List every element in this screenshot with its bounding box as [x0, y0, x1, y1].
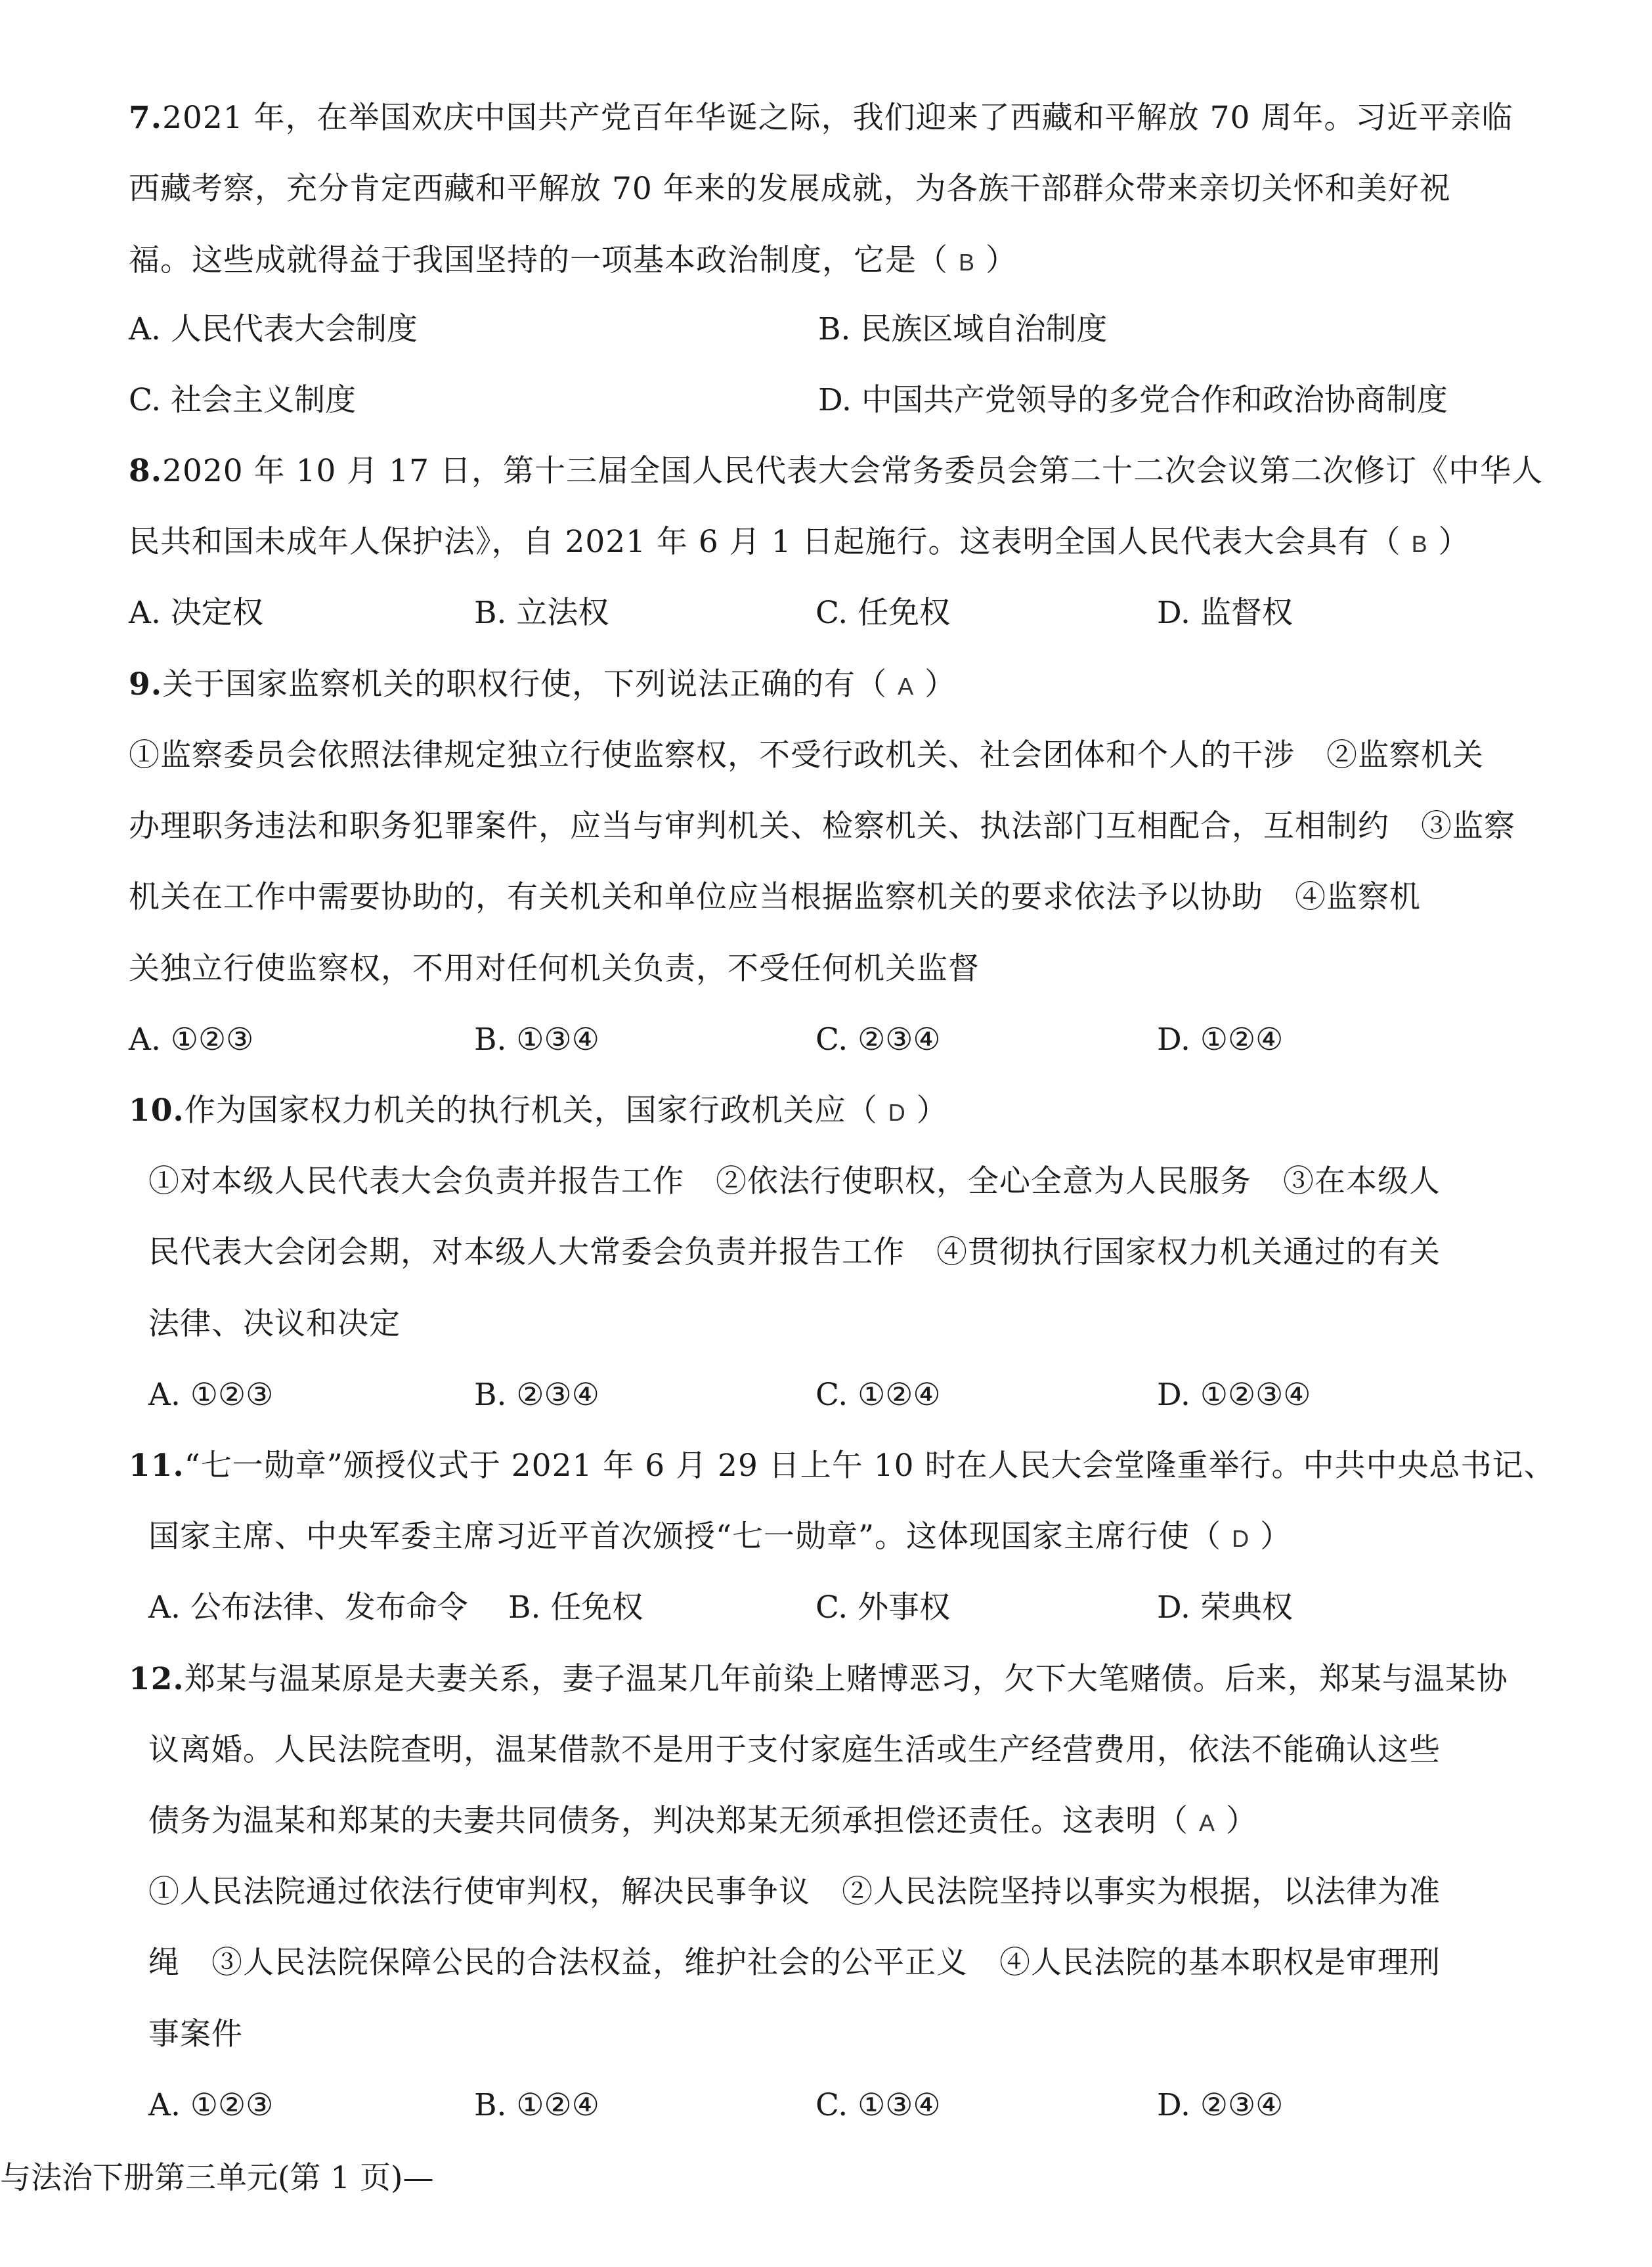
- answer-mark: B: [959, 249, 976, 276]
- question-number: 9.: [129, 666, 163, 702]
- question-number: 10.: [129, 1092, 185, 1129]
- q10-option-c: C. ①②④: [815, 1377, 941, 1413]
- q8-option-b: B. 立法权: [474, 595, 609, 631]
- q12-item-line-2: 绳 ③人民法院保障公民的合法权益，维护社会的公平正义 ④人民法院的基本职权是审理刑: [148, 1945, 1441, 1981]
- q7-line-1: 7.2021 年，在举国欢庆中国共产党百年华诞之际，我们迎来了西藏和平解放 70 周年。习近平亲临: [129, 100, 1513, 136]
- q7-option-c: C. 社会主义制度: [129, 382, 357, 418]
- q11-option-c: C. 外事权: [815, 1589, 951, 1626]
- q11-option-d: D. 荣典权: [1157, 1589, 1293, 1626]
- q10-line-1: 10.作为国家权力机关的执行机关，国家行政机关应（ D ）: [129, 1091, 1527, 1133]
- q8-option-a: A. 决定权: [129, 595, 263, 631]
- q12-item-line-1: ①人民法院通过依法行使审判权，解决民事争议 ②人民法院坚持以事实为根据，以法律为准: [148, 1874, 1441, 1910]
- q9-item-line-3: 机关在工作中需要协助的，有关机关和单位应当根据监察机关的要求依法予以协助 ④监察机: [129, 879, 1421, 915]
- q11-option-b: B. 任免权: [508, 1589, 643, 1626]
- question-number: 12.: [129, 1661, 185, 1697]
- q11-line-1: 11.“七一勋章”颁授仪式于 2021 年 6 月 29 日上午 10 时在人民大会堂隆重举行。中共中央总书记、: [129, 1448, 1555, 1484]
- q10-item-line-2: 民代表大会闭会期，对本级人大常委会负责并报告工作 ④贯彻执行国家权力机关通过的有关: [148, 1234, 1441, 1270]
- q8-option-d: D. 监督权: [1157, 595, 1293, 631]
- q12-option-a: A. ①②③: [148, 2087, 274, 2123]
- answer-mark: A: [1199, 1809, 1216, 1836]
- q7-option-d: D. 中国共产党领导的多党合作和政治协商制度: [818, 382, 1448, 418]
- q9-line-1: 9.关于国家监察机关的职权行使，下列说法正确的有（ A ）: [129, 665, 1527, 706]
- q12-option-b: B. ①②④: [474, 2087, 599, 2123]
- q11-option-a: A. 公布法律、发布命令: [148, 1589, 468, 1626]
- q9-option-a: A. ①②③: [129, 1022, 254, 1058]
- q9-option-c: C. ②③④: [815, 1022, 941, 1058]
- q9-item-line-2: 办理职务违法和职务犯罪案件，应当与审判机关、检察机关、执法部门互相配合，互相制约 ③监察: [129, 808, 1515, 844]
- q7-line-3: 福。这些成就得益于我国坚持的一项基本政治制度，它是（ B ）: [129, 241, 1527, 282]
- q11-line-2: 国家主席、中央军委主席习近平首次颁授“七一勋章”。这体现国家主席行使（ D ）: [148, 1517, 1547, 1559]
- question-number: 8.: [129, 453, 163, 489]
- answer-mark: D: [1232, 1525, 1250, 1552]
- q12-item-line-3: 事案件: [148, 2016, 243, 2052]
- question-number: 11.: [129, 1448, 185, 1484]
- answer-mark: A: [898, 673, 915, 700]
- q9-item-line-4: 关独立行使监察权，不用对任何机关负责，不受任何机关监督: [129, 951, 980, 987]
- q7-line-2: 西藏考察，充分肯定西藏和平解放 70 年来的发展成就，为各族干部群众带来亲切关怀和美好祝: [129, 171, 1451, 207]
- q7-option-b: B. 民族区域自治制度: [818, 311, 1108, 347]
- q8-line-1: 8.2020 年 10 月 17 日，第十三届全国人民代表大会常务委员会第二十二次会议第二次修订《中华人: [129, 453, 1543, 489]
- q12-line-3: 债务为温某和郑某的夫妻共同债务，判决郑某无须承担偿还责任。这表明（ A ）: [148, 1802, 1547, 1843]
- q9-option-b: B. ①③④: [474, 1022, 599, 1058]
- question-number: 7.: [129, 100, 163, 136]
- q10-option-d: D. ①②③④: [1157, 1377, 1311, 1413]
- q7-option-a: A. 人民代表大会制度: [129, 311, 418, 347]
- q12-line-2: 议离婚。人民法院查明，温某借款不是用于支付家庭生活或生产经营费用，依法不能确认这些: [148, 1732, 1441, 1768]
- answer-mark: B: [1411, 530, 1428, 557]
- q8-option-c: C. 任免权: [815, 595, 951, 631]
- q10-option-b: B. ②③④: [474, 1377, 599, 1413]
- q12-option-c: C. ①③④: [815, 2087, 941, 2123]
- page-footer: 与法治下册第三单元(第 1 页)—: [0, 2160, 434, 2196]
- q12-option-d: D. ②③④: [1157, 2087, 1284, 2123]
- q10-item-line-1: ①对本级人民代表大会负责并报告工作 ②依法行使职权，全心全意为人民服务 ③在本级人: [148, 1163, 1441, 1199]
- answer-mark: D: [888, 1099, 906, 1126]
- q9-option-d: D. ①②④: [1157, 1022, 1284, 1058]
- q8-line-2: 民共和国未成年人保护法》，自 2021 年 6 月 1 日起施行。这表明全国人民代表大会具有（ B ）: [129, 523, 1527, 564]
- q9-item-line-1: ①监察委员会依照法律规定独立行使监察权，不受行政机关、社会团体和个人的干涉 ②监察机关: [129, 737, 1484, 773]
- q10-item-line-3: 法律、决议和决定: [148, 1306, 401, 1342]
- q12-line-1: 12.郑某与温某原是夫妻关系，妻子温某几年前染上赌博恶习，欠下大笔赌债。后来，郑某与温某协: [129, 1661, 1508, 1697]
- q10-option-a: A. ①②③: [148, 1377, 274, 1413]
